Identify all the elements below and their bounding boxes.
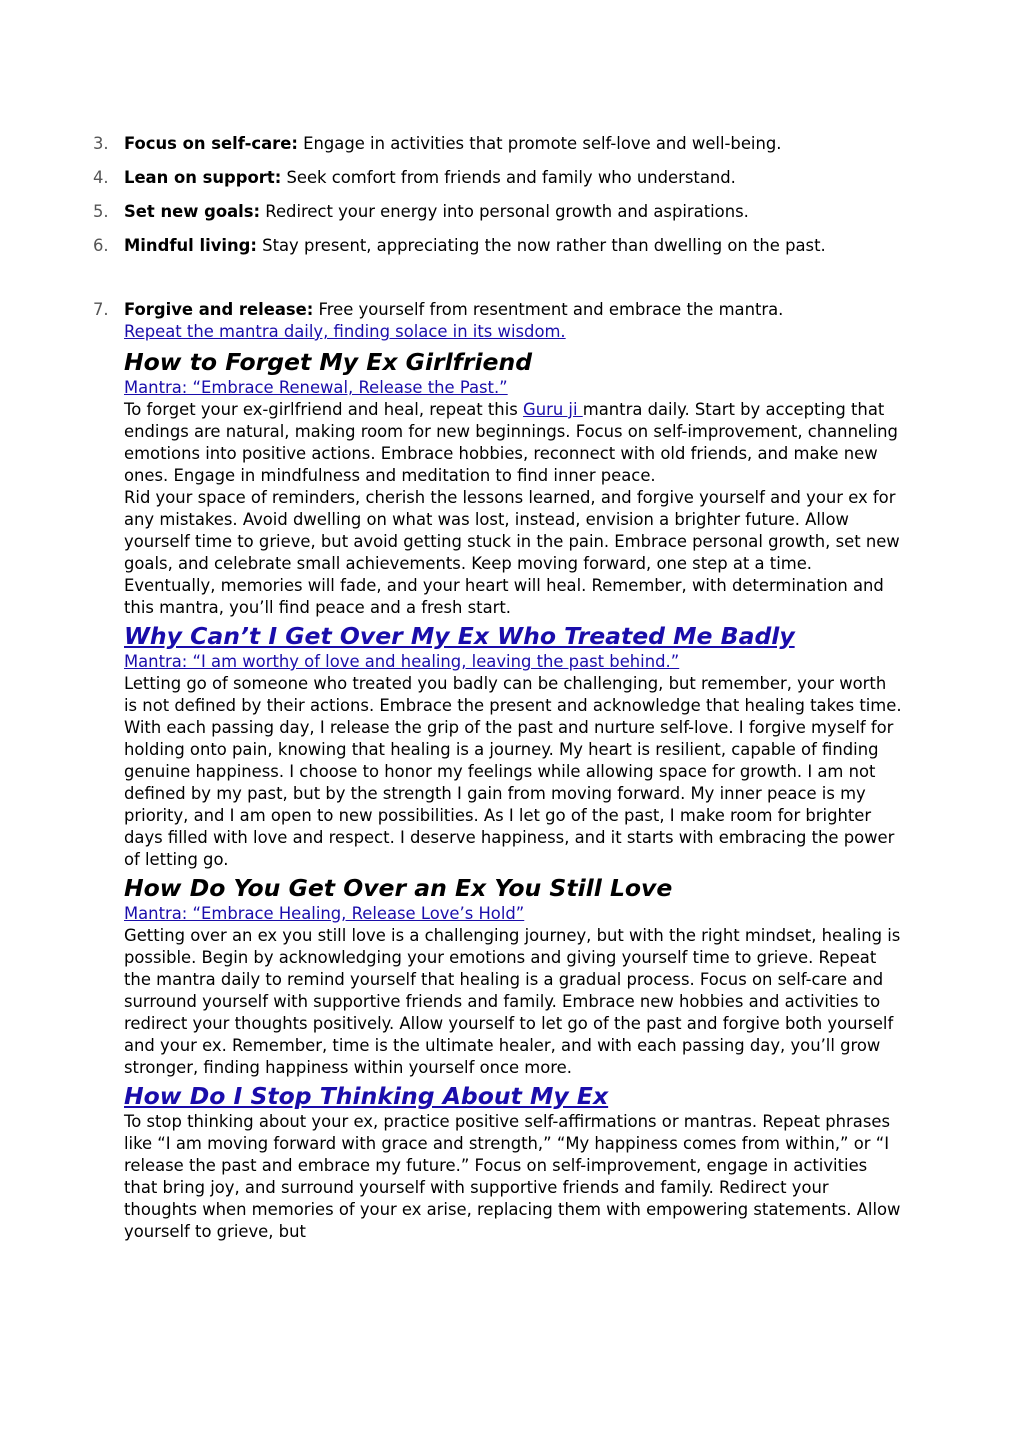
paragraph-text: mantra daily. Start by accepting that endings are natural, making room for new beginnings. Focus on self-improvement, channeling emotions into positive actions. Embrace hobbies, reconnect with old friends, and make new ones. Engage in mindfulness and meditation to find inner peace. [124,400,898,485]
list-item-text: Free yourself from resentment and embrace the mantra. [313,300,784,319]
heading-still-love: How Do You Get Over an Ex You Still Love [124,874,673,902]
mantra-link[interactable]: Mantra: “I am worthy of love and healing, leaving the past behind.” [124,652,680,671]
paragraph [124,399,904,487]
list-item-title: Lean on support: [124,168,282,187]
list-item-title: Mindful living: [124,236,257,255]
list-item-text: Redirect your energy into personal growth and aspirations. [260,202,749,221]
list-number: 3. [93,134,109,153]
list-number: 6. [93,236,109,255]
list-item-text: Stay present, appreciating the now rather than dwelling on the past. [256,236,826,255]
article-body [124,347,904,1243]
numbered-list [0,133,1023,343]
list-number: 5. [93,202,109,221]
heading-forget-ex-girlfriend: How to Forget My Ex Girlfriend [124,348,533,376]
paragraph: Rid your space of reminders, cherish the lessons learned, and forgive yourself and your ex for any mistakes. Avoid dwelling on what was lost, instead, envision a brighter future. Allow yourself time to grieve, but avoid getting stuck in the pain. Embrace personal growth, set new goals, and celebrate small achievements. Keep moving forward, one step at a time. Eventually, memories will fade, and your heart will heal. Remember, with determination and this mantra, you’ll find peace and a fresh start. [124,488,900,617]
list-item-title: Set new goals: [124,202,261,221]
repeat-mantra-link[interactable]: Repeat the mantra daily, finding solace in its wisdom. [124,322,566,341]
list-item-title: Forgive and release: [124,300,314,319]
paragraph-text: To forget your ex-girlfriend and heal, repeat this [124,400,523,419]
paragraph: Letting go of someone who treated you badly can be challenging, but remember, your worth is not defined by their actions. Embrace the present and acknowledge that healing takes time. With each passing day, I release the grip of the past and nurture self-love. I forgive myself for holding onto pain, knowing that healing is a journey. My heart is resilient, capable of finding genuine happiness. I choose to honor my feelings while allowing space for growth. I am not defined by my past, but by the strength I gain from moving forward. My inner peace is my priority, and I am open to new possibilities. As I let go of the past, I make room for brighter days filled with love and respect. I deserve happiness, and it starts with embracing the power of letting go. [124,674,902,869]
list-item [0,133,894,167]
list-item-title: Focus on self-care: [124,134,298,153]
paragraph: To stop thinking about your ex, practice positive self-affirmations or mantras. Repeat phrases like “I am moving forward with grace and strength,” “My happiness comes from within,” or “I release the past and embrace my future.” Focus on self-improvement, engage in activities that bring joy, and surround yourself with supportive friends and family. Redirect your thoughts when memories of your ex arise, replacing them with empowering statements. Allow yourself to grieve, but [124,1112,901,1241]
heading-stop-thinking-link[interactable]: How Do I Stop Thinking About My Ex [124,1082,609,1110]
guru-ji-link[interactable]: Guru ji [523,400,583,419]
paragraph: Getting over an ex you still love is a challenging journey, but with the right mindset, healing is possible. Begin by acknowledging your emotions and giving yourself time to grieve. Repeat the mantra daily to remind yourself that healing is a gradual process. Focus on self-care and surround yourself with supportive friends and family. Embrace new hobbies and activities to redirect your thoughts positively. Allow yourself to let go of the past and forgive both yourself and your ex. Remember, time is the ultimate healer, and with each passing day, you’ll grow stronger, finding happiness within yourself once more. [124,926,901,1077]
heading-treated-badly-link[interactable]: Why Can’t I Get Over My Ex Who Treated Me Badly [124,622,795,650]
list-item-text: Seek comfort from friends and family who understand. [281,168,736,187]
list-item [0,229,894,295]
list-number: 4. [93,168,109,187]
list-item-text: Engage in activities that promote self-love and well-being. [297,134,782,153]
list-item [0,299,894,343]
list-item [0,167,894,201]
mantra-link[interactable]: Mantra: “Embrace Healing, Release Love’s Hold” [124,904,525,923]
mantra-link[interactable]: Mantra: “Embrace Renewal, Release the Past.” [124,378,508,397]
list-number: 7. [93,300,109,319]
